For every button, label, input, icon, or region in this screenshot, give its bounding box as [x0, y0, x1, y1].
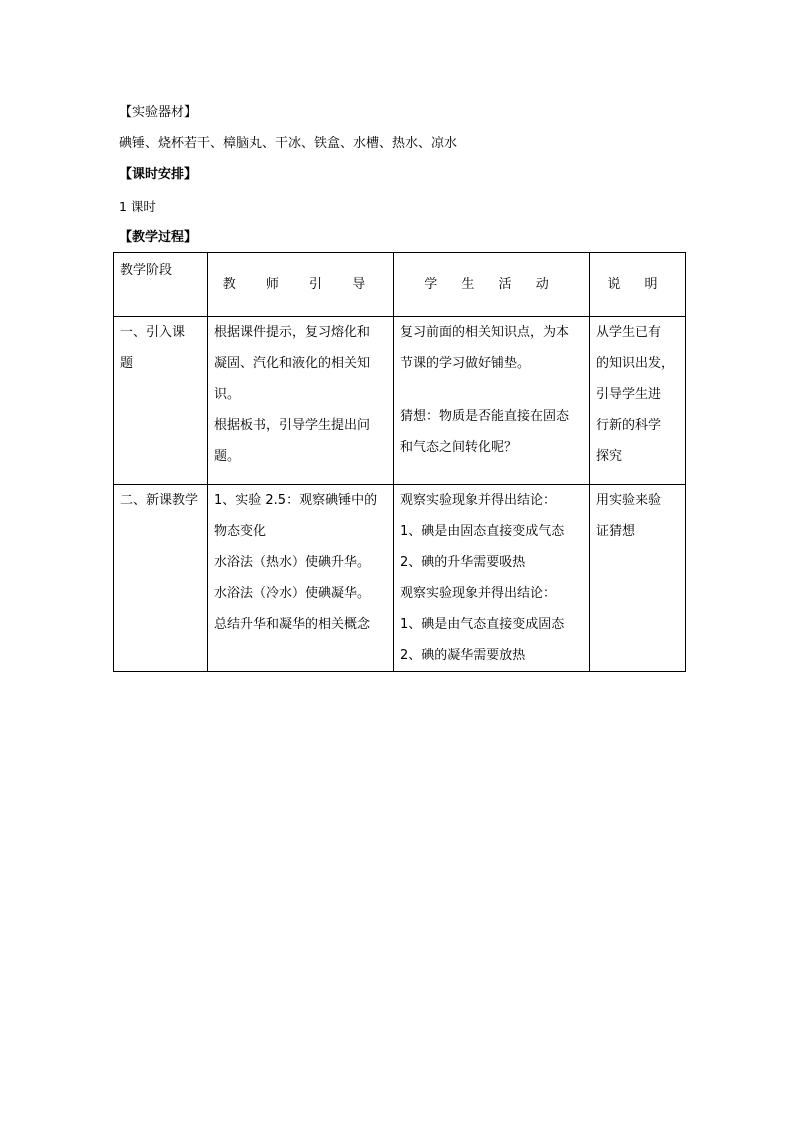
equipment-list: 碘锤、烧杯若干、樟脑丸、干冰、铁盒、水槽、热水、凉水 [119, 136, 458, 151]
row1-note-line: 从学生已有 [596, 325, 662, 340]
row2-student [394, 485, 590, 672]
row1-student-line: 猜想：物质是否能直接在固态 [400, 409, 570, 424]
row1-note-line: 引导学生进 [596, 387, 662, 402]
row2-note-line: 证猜想 [596, 524, 636, 539]
row1-student-line: 和气态之间转化呢？ [400, 440, 518, 455]
row1-teacher-line: 题。 [214, 449, 241, 464]
row1-teacher-line: 根据板书，引导学生提出问 [214, 418, 371, 433]
row1-student-spacer [400, 379, 583, 401]
row1-teacher-line: 凝固、汽化和液化的相关知 [214, 356, 371, 371]
row1-note [590, 317, 686, 485]
teaching-process-table [113, 252, 686, 672]
row1-teacher [208, 317, 394, 485]
table-row [114, 485, 686, 672]
row2-stage-line: 二、新课教学 [120, 493, 199, 508]
row1-note-line: 的知识出发， [596, 356, 675, 371]
row2-student-line: 1、碘是由气态直接变成固态 [400, 617, 565, 632]
process-heading: 【教学过程】 [119, 230, 198, 245]
row2-student-line: 2、碘的升华需要吸热 [400, 555, 526, 570]
row2-student-line: 观察实验现象并得出结论： [400, 493, 557, 508]
row2-student-line: 2、碘的凝华需要放热 [400, 648, 526, 663]
row2-stage [114, 485, 208, 672]
row2-teacher-line: 1、实验 2.5：观察碘锤中的 [214, 493, 378, 508]
row2-teacher-line: 水浴法（热水）使碘升华。 [214, 555, 371, 570]
row2-student-line: 1、碘是由固态直接变成气态 [400, 524, 565, 539]
row2-note [590, 485, 686, 672]
row1-stage [114, 317, 208, 485]
row2-student-line: 观察实验现象并得出结论： [400, 586, 557, 601]
row2-teacher-line: 总结升华和凝华的相关概念 [214, 617, 371, 632]
row2-teacher-line: 物态变化 [214, 524, 267, 539]
schedule-heading: 【课时安排】 [119, 167, 198, 182]
row1-note-line: 探究 [596, 449, 623, 464]
header-student-activity: 学 生 活 动 [394, 253, 590, 317]
row1-stage-line: 一、引入课 [120, 325, 186, 340]
header-teacher-guide: 教 师 引 导 [208, 253, 394, 317]
schedule-value: 1 课时 [119, 199, 156, 214]
row1-teacher-line: 根据课件提示，复习熔化和 [214, 325, 371, 340]
header-note: 说 明 [590, 253, 686, 317]
row2-teacher-line: 水浴法（冷水）使碘凝华。 [214, 586, 371, 601]
row2-note-line: 用实验来验 [596, 493, 662, 508]
row1-teacher-line: 识。 [214, 387, 241, 402]
table-header-row [114, 253, 686, 317]
row1-note-line: 行新的科学 [596, 418, 662, 433]
row1-student-line: 复习前面的相关知识点，为本 [400, 325, 570, 340]
row1-stage-line: 题 [120, 356, 134, 371]
table-row [114, 317, 686, 485]
row2-teacher [208, 485, 394, 672]
header-stage: 教学阶段 [114, 253, 208, 317]
equipment-heading: 【实验器材】 [119, 105, 198, 120]
row1-student-line: 节课的学习做好铺垫。 [400, 356, 531, 371]
row1-student [394, 317, 590, 485]
